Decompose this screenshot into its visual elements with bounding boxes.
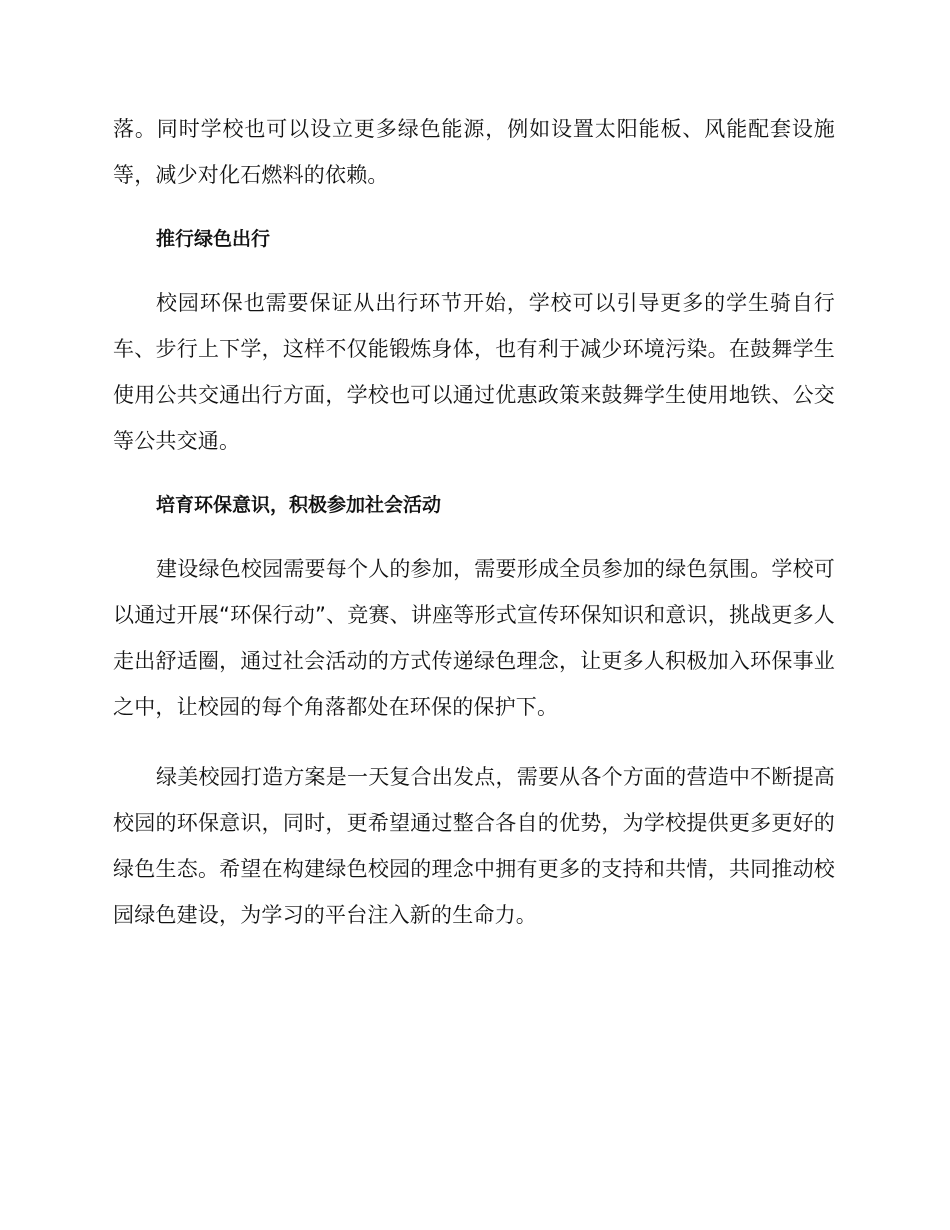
section-heading-environmental-awareness: 培育环保意识，积极参加社会活动 bbox=[156, 494, 442, 516]
paragraph-environmental-awareness: 建设绿色校园需要每个人的参加，需要形成全员参加的绿色氛围。学校可以通过开展“环保行动”、竞赛、讲座等形式宣传环保知识和意识，挑战更多人走出舒适圈，通过社会活动的方式传递绿色理念，让更多人积极加入环保事业之中，让校园的每个角落都处在环保的保护下。 bbox=[113, 557, 835, 719]
document-body bbox=[113, 106, 835, 962]
section-heading-green-travel: 推行绿色出行 bbox=[156, 228, 271, 250]
paragraph-continuation: 落。同时学校也可以设立更多绿色能源，例如设置太阳能板、风能配套设施等，减少对化石燃料的依赖。 bbox=[113, 117, 835, 187]
paragraph-conclusion: 绿美校园打造方案是一天复合出发点，需要从各个方面的营造中不断提高校园的环保意识，同时，更希望通过整合各自的优势，为学校提供更多更好的绿色生态。希望在构建绿色校园的理念中拥有更多的支持和共情，共同推动校园绿色建设，为学习的平台注入新的生命力。 bbox=[113, 765, 835, 927]
paragraph-green-travel: 校园环保也需要保证从出行环节开始，学校可以引导更多的学生骑自行车、步行上下学，这样不仅能锻炼身体，也有利于减少环境污染。在鼓舞学生使用公共交通出行方面，学校也可以通过优惠政策来鼓舞学生使用地铁、公交等公共交通。 bbox=[113, 291, 835, 453]
